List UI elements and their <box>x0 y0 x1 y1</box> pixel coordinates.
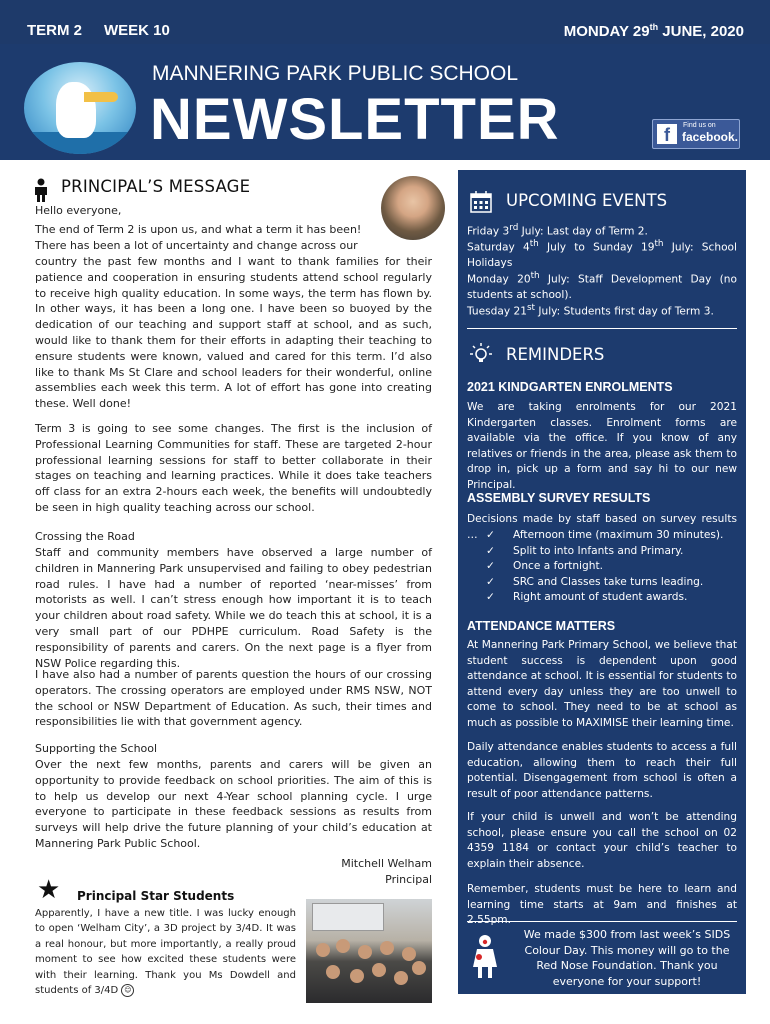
list-item: ✓ SRC and Classes take turns leading. <box>486 575 723 591</box>
attendance-4: Remember, students must be here to learn and learning time starts at 9am and finishes at 2.55pm. <box>467 883 737 927</box>
reminders-heading: REMINDERS <box>506 345 605 364</box>
paragraph-1c: country the past few months and I want to thank families for their patience and cooperation in ensuring students attend school regularly to receive high quality education. In some ways, the term has flown by. In other ways, it has been a long one. I have been so buoyed by the dedication of our teaching and support staff at school, and as such, would like to thank them for their efforts in adapting their teaching to ensure students were known, valued and cared for this term. I’d also like to thank Ms St Clare and school leaders for their wonderful, online assemblies each week this term. A lot of effort has gone into creating these. Well done! <box>35 255 432 411</box>
school-logo-icon <box>24 62 136 154</box>
paragraph-1a: The end of Term 2 is upon us, and what a term it has been! <box>35 223 362 236</box>
school-name: MANNERING PARK PUBLIC SCHOOL <box>152 62 519 85</box>
paragraph-3: Staff and community members have observed a large number of children in Mannering Park unsupervised and failing to obey pedestrian road rules. I have had a number of reported ‘near-misses’ from motorists as well. I can’t stress enough how important it is to teach your children about road safety. While we do teach this at school, it is a very small part of our PDHPE curriculum. Road Safety is the responsibility of parents and carers. On the next page is a flyer from NSW Police regarding this. <box>35 546 432 670</box>
event-2: Saturday 4th July to Sunday 19th July: School Holidays <box>467 239 737 270</box>
paragraph-5: Over the next few months, parents and carers will be given an opportunity to provide feedback on school priorities. The aim of this is to help us develop our next 4-Year school planning cycle. I urge everyone to participate in these feedback sessions as results from surveys will help drive the future planning of your child’s education at Mannering Park Public School. <box>35 758 432 850</box>
red-nose-icon <box>471 933 499 979</box>
sidebar-panel <box>458 170 746 994</box>
calendar-icon <box>470 191 492 213</box>
signature-name: Mitchell Welham <box>341 857 432 870</box>
class-photo <box>306 899 432 1003</box>
attendance-heading: ATTENDANCE MATTERS <box>467 619 616 633</box>
events-heading: UPCOMING EVENTS <box>506 191 668 210</box>
attendance-1: At Mannering Park Primary School, we believe that student success is dependent upon good attendance at school. It is essential for students to attend every day unless they are too unwell to come to school. They need to be at school as much as possible to MAXIMISE their learning time. <box>467 639 737 729</box>
paragraph-1b: There has been a lot of uncertainty and change across our <box>35 239 358 252</box>
principal-heading: PRINCIPAL’S MESSAGE <box>61 177 251 196</box>
masthead <box>0 44 770 160</box>
sids-message: We made $300 from last week’s SIDS Colour Day. This money will go to the Red Nose Foundation. Thank you everyone for your support! <box>523 928 731 988</box>
issue-date: MONDAY 29th JUNE, 2020 <box>563 22 744 40</box>
person-icon <box>33 178 49 202</box>
list-item: ✓ Once a fortnight. <box>486 559 723 575</box>
newsletter-title: NEWSLETTER <box>150 87 560 152</box>
list-item: ✓ Right amount of student awards. <box>486 590 723 606</box>
greeting: Hello everyone, <box>35 204 122 217</box>
event-3: Monday 20th July: Staff Development Day (no students at school). <box>467 271 737 302</box>
support-heading: Supporting the School <box>35 742 158 755</box>
facebook-button[interactable]: f Find us on facebook. <box>652 119 740 149</box>
event-1: Friday 3rd July: Last day of Term 2. <box>467 223 648 238</box>
facebook-icon: f <box>657 124 677 144</box>
star-students-text: Apparently, I have a new title. I was lucky enough to open ‘Welham City’, a 3D project by 3/4D. It was a real honour, but more importantly, a really proud moment to see how excited these students were with their learning. Thank you Ms Dowdell and students of 3/4D ☺ <box>35 908 296 997</box>
attendance-3: If your child is unwell and won’t be attending school, please ensure you call the school on 02 4359 1184 or contact your child’s teacher to explain their absence. <box>467 811 737 870</box>
lightbulb-icon <box>469 342 493 366</box>
divider <box>467 921 737 922</box>
top-bar <box>0 0 770 44</box>
star-students-heading: Principal Star Students <box>77 889 235 903</box>
event-4: Tuesday 21st July: Students first day of Term 3. <box>467 303 714 318</box>
week-label: WEEK 10 <box>104 22 170 39</box>
list-item: ✓ Split to into Infants and Primary. <box>486 544 723 560</box>
divider <box>467 328 737 329</box>
smiley-icon: ☺ <box>121 984 134 997</box>
paragraph-2: Term 3 is going to see some changes. The first is the inclusion of Professional Learning Communities for staff. These are targeted 2-hour professional learning sessions for staff to better collaborate in their stages on teaching and learning practices. While it does take teachers off class for an extra 2-hours each week, the benefits will undoubtedly be seen in high quality teaching across our school. <box>35 422 432 514</box>
kinder-text: We are taking enrolments for our 2021 Kindergarten classes. Enrolment forms are available via the office. If you know of any relatives or friends in the area, please ask them to drop in, pick up a form and say hi to our new Principal. <box>467 401 737 491</box>
survey-list <box>486 528 723 606</box>
road-heading: Crossing the Road <box>35 530 135 543</box>
term-label: TERM 2 <box>27 22 83 39</box>
list-item: ✓ Afternoon time (maximum 30 minutes). <box>486 528 723 544</box>
kinder-heading: 2021 KINDGARTEN ENROLMENTS <box>467 380 673 394</box>
signature-role: Principal <box>385 873 432 886</box>
attendance-2: Daily attendance enables students to access a full education, allowing them to reach their full potential. Disengagement from school is often a result of poor attendance patterns. <box>467 741 737 800</box>
survey-intro: Decisions made by staff based on survey results … <box>467 513 737 541</box>
survey-heading: ASSEMBLY SURVEY RESULTS <box>467 491 651 505</box>
paragraph-4: I have also had a number of parents question the hours of our crossing operators. The crossing operators are employed under RMS NSW, NOT the school or NSW Department of Education. As such, their times and responsibilities lie with that government agency. <box>35 668 432 729</box>
star-icon: ★ <box>37 875 61 905</box>
